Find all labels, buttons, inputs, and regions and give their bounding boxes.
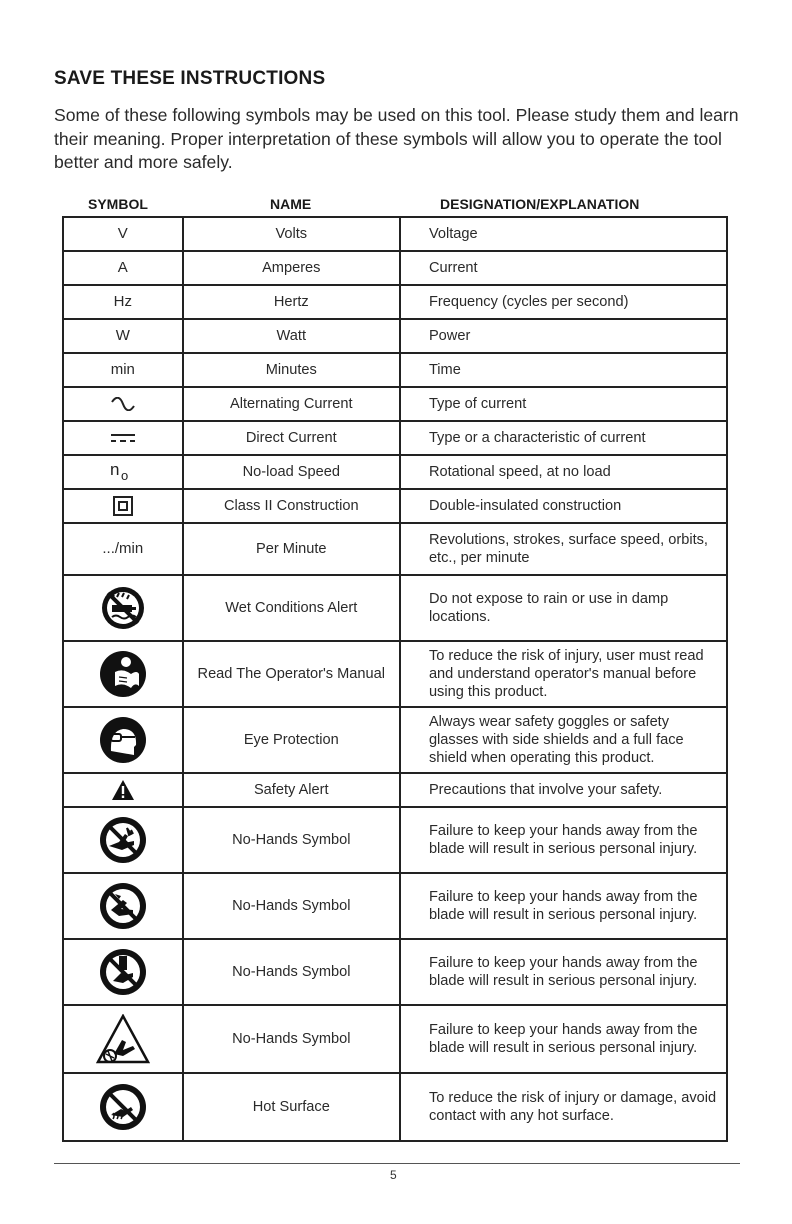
name-cell: Direct Current <box>184 422 401 454</box>
eye-protection-icon <box>99 715 147 765</box>
name-cell: Per Minute <box>184 524 401 574</box>
symbol-text: V <box>117 225 128 242</box>
svg-text:n: n <box>109 461 120 479</box>
symbol-text: W <box>115 327 130 344</box>
designation-cell: Type of current <box>401 388 728 420</box>
symbol-cell <box>64 940 184 1004</box>
designation-cell: Failure to keep your hands away from the blade will result in serious personal injury. <box>401 808 728 872</box>
table-row <box>64 642 728 708</box>
table-row <box>64 940 728 1006</box>
name-cell: Hot Surface <box>184 1074 401 1140</box>
hot-surface-icon <box>99 1083 147 1131</box>
symbol-text: .../min <box>102 540 144 557</box>
table-row <box>64 874 728 940</box>
table-row <box>64 576 728 642</box>
page-title: SAVE THESE INSTRUCTIONS <box>54 68 326 89</box>
table-row <box>64 218 728 252</box>
no-hands-icon <box>99 882 147 930</box>
designation-cell: Rotational speed, at no load <box>401 456 728 488</box>
name-cell: Read The Operator's Manual <box>184 642 401 706</box>
table-row <box>64 1074 728 1142</box>
symbol-cell <box>64 808 184 872</box>
svg-text:o: o <box>120 468 129 483</box>
designation-cell: Time <box>401 354 728 386</box>
designation-cell: To reduce the risk of injury, user must read and understand operator's manual before using this product. <box>401 642 728 706</box>
symbol-cell <box>64 456 184 488</box>
name-cell: Wet Conditions Alert <box>184 576 401 640</box>
class-ii-icon <box>113 496 133 516</box>
table-row <box>64 388 728 422</box>
name-cell: No-Hands Symbol <box>184 808 401 872</box>
table-row <box>64 524 728 576</box>
no-hands-icon <box>99 816 147 864</box>
read-manual-icon <box>99 650 147 698</box>
designation-cell: Do not expose to rain or use in damp locations. <box>401 576 728 640</box>
symbol-cell <box>64 1074 184 1140</box>
alternating-current-icon <box>110 397 136 411</box>
symbol-cell <box>64 422 184 454</box>
name-cell: Watt <box>184 320 401 352</box>
name-cell: No-Hands Symbol <box>184 940 401 1004</box>
no-hands-icon <box>99 947 147 997</box>
name-cell: Amperes <box>184 252 401 284</box>
designation-cell: Type or a characteristic of current <box>401 422 728 454</box>
symbol-cell <box>64 1006 184 1072</box>
name-cell: Volts <box>184 218 401 250</box>
symbol-cell <box>64 774 184 806</box>
no-hands-warning-icon <box>96 1014 150 1064</box>
name-cell: Class II Construction <box>184 490 401 522</box>
symbol-text: min <box>110 361 135 378</box>
intro-paragraph: Some of these following symbols may be used on this tool. Please study them and learn their meaning. Proper interpretation of these symbols will allow you to operate the tool better and more safely. <box>54 105 739 172</box>
name-cell: Hertz <box>184 286 401 318</box>
name-cell: No-Hands Symbol <box>184 874 401 938</box>
symbol-cell <box>64 524 184 574</box>
table-row <box>64 354 728 388</box>
name-cell: Safety Alert <box>184 774 401 806</box>
page-number: 5 <box>390 1168 397 1182</box>
table-row <box>64 252 728 286</box>
designation-cell: Voltage <box>401 218 728 250</box>
safety-alert-icon <box>111 779 135 801</box>
symbol-cell <box>64 252 184 284</box>
table-row <box>64 774 728 808</box>
designation-cell: Frequency (cycles per second) <box>401 286 728 318</box>
name-cell: Minutes <box>184 354 401 386</box>
name-cell: Alternating Current <box>184 388 401 420</box>
symbol-cell <box>64 576 184 640</box>
symbol-text: Hz <box>113 293 132 310</box>
symbol-text: A <box>117 259 128 276</box>
symbol-cell <box>64 218 184 250</box>
symbol-cell <box>64 320 184 352</box>
symbol-cell <box>64 642 184 706</box>
symbol-cell <box>64 354 184 386</box>
designation-cell: Failure to keep your hands away from the blade will result in serious personal injury. <box>401 1006 728 1072</box>
table-row <box>64 808 728 874</box>
table-row <box>64 320 728 354</box>
name-cell: No-Hands Symbol <box>184 1006 401 1072</box>
column-header-name: NAME <box>270 196 312 212</box>
symbol-cell <box>64 286 184 318</box>
symbol-cell <box>64 490 184 522</box>
no-load-speed-icon <box>108 461 138 483</box>
table-row <box>64 708 728 774</box>
designation-cell: Power <box>401 320 728 352</box>
column-header-symbol: SYMBOL <box>88 196 148 212</box>
designation-cell: Current <box>401 252 728 284</box>
symbol-cell <box>64 708 184 772</box>
designation-cell: Precautions that involve your safety. <box>401 774 728 806</box>
name-cell: Eye Protection <box>184 708 401 772</box>
designation-cell: Always wear safety goggles or safety glasses with side shields and a full face shield when operating this product. <box>401 708 728 772</box>
designation-cell: Failure to keep your hands away from the blade will result in serious personal injury. <box>401 874 728 938</box>
symbol-cell <box>64 388 184 420</box>
symbol-cell <box>64 874 184 938</box>
wet-conditions-icon <box>100 585 146 631</box>
designation-cell: Double-insulated construction <box>401 490 728 522</box>
designation-cell: Revolutions, strokes, surface speed, orbits, etc., per minute <box>401 524 728 574</box>
designation-cell: To reduce the risk of injury or damage, avoid contact with any hot surface. <box>401 1074 728 1140</box>
table-row <box>64 490 728 524</box>
direct-current-icon <box>109 432 137 444</box>
column-header-designation: DESIGNATION/EXPLANATION <box>440 196 640 212</box>
table-row <box>64 456 728 490</box>
table-row <box>64 286 728 320</box>
name-cell: No-load Speed <box>184 456 401 488</box>
designation-cell: Failure to keep your hands away from the blade will result in serious personal injury. <box>401 940 728 1004</box>
symbols-table <box>62 216 728 1142</box>
footer-divider <box>54 1163 740 1164</box>
table-row <box>64 422 728 456</box>
table-row <box>64 1006 728 1074</box>
